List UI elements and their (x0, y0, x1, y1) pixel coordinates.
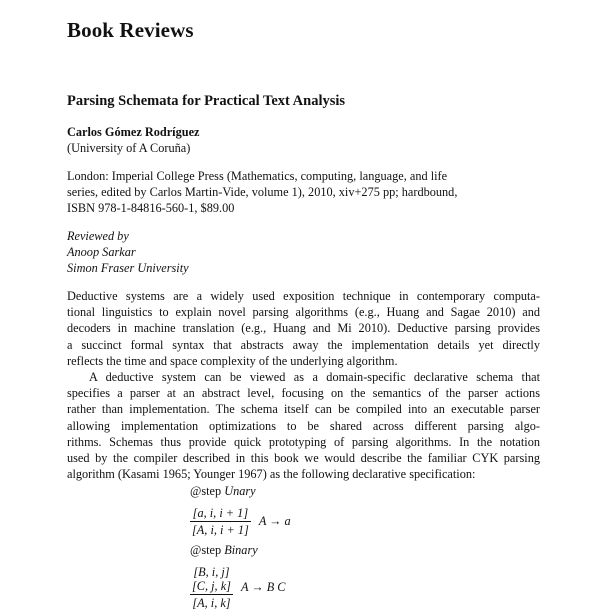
text-line: decoders in machine translation (e.g., Huang and Mi 2010). Deductive parsing provides (67, 321, 540, 336)
author-name: Carlos Gómez Rodríguez (67, 125, 200, 139)
unary-rule (190, 506, 291, 537)
text-line: rithms. Schemas thus provide quick prototyping of parsing algorithms. In the notation (67, 434, 540, 449)
inference-bar (190, 594, 233, 595)
text-line: tional linguistics to explain novel parsing algorithms (e.g., Huang and Sagae 2010) and (67, 305, 540, 320)
text-line: a succinct formal syntax that abstracts away the implementation details yet directly (67, 337, 540, 352)
section-title: Book Reviews (67, 18, 194, 42)
unary-fraction (190, 506, 251, 537)
paragraph-2 (67, 369, 540, 482)
binary-side-condition: A → B C (240, 580, 286, 594)
binary-premises (190, 565, 233, 593)
text-line: specifies a parser at an abstract level, focusing on the semantics of the parser actions (67, 386, 540, 401)
text-line: A deductive system can be viewed as a domain-specific declarative schema that (89, 370, 540, 385)
text-line: Deductive systems are a widely used exposition technique in contemporary computa- (67, 289, 540, 303)
unary-step-label: @step Unary (190, 484, 256, 498)
text-line: used by the compiler described in this book we would describe the familiar CYK parsing (67, 451, 540, 466)
author-affiliation: (University of A Coruña) (67, 141, 191, 155)
reviewer-block (67, 228, 189, 277)
deduction-schema (190, 484, 291, 616)
inference-bar (190, 521, 251, 522)
text-line: rather than implementation. The schema itself can be compiled into an executable parser (67, 402, 540, 417)
binary-premise: [C, j, k] (192, 579, 231, 593)
binary-conclusion: [A, i, k] (192, 596, 231, 610)
paragraph-1 (67, 288, 540, 369)
unary-side-condition: A → a (258, 514, 291, 528)
text-line: allowing implementation optimizations to be shared across different parsing algo- (67, 418, 540, 433)
reviewer-name: Anoop Sarkar (67, 245, 136, 260)
text-line: algorithm (Kasami 1965; Younger 1967) as the following declarative specification: (67, 467, 476, 482)
publication-info (67, 168, 527, 217)
author-block (67, 124, 200, 156)
binary-step-label: @step Binary (190, 543, 258, 557)
unary-premise: [a, i, i + 1] (192, 506, 249, 520)
text-line: reflects the time and space complexity of the underlying algorithm. (67, 353, 398, 368)
reviewed-by-label: Reviewed by (67, 229, 129, 243)
unary-conclusion: [A, i, i + 1] (192, 523, 249, 537)
binary-rule (190, 565, 291, 610)
publication-line: series, edited by Carlos Martin-Vide, volume 1), 2010, xiv+275 pp; hardbound, (67, 185, 458, 200)
publication-line: ISBN 978-1-84816-560-1, $89.00 (67, 201, 235, 216)
reviewer-affiliation: Simon Fraser University (67, 261, 189, 276)
review-body (67, 288, 540, 482)
binary-premise: [B, i, j] (193, 565, 230, 579)
book-title: Parsing Schemata for Practical Text Analysis (67, 93, 346, 109)
binary-fraction (190, 565, 233, 610)
publication-line: London: Imperial College Press (Mathematics, computing, language, and life (67, 169, 448, 183)
